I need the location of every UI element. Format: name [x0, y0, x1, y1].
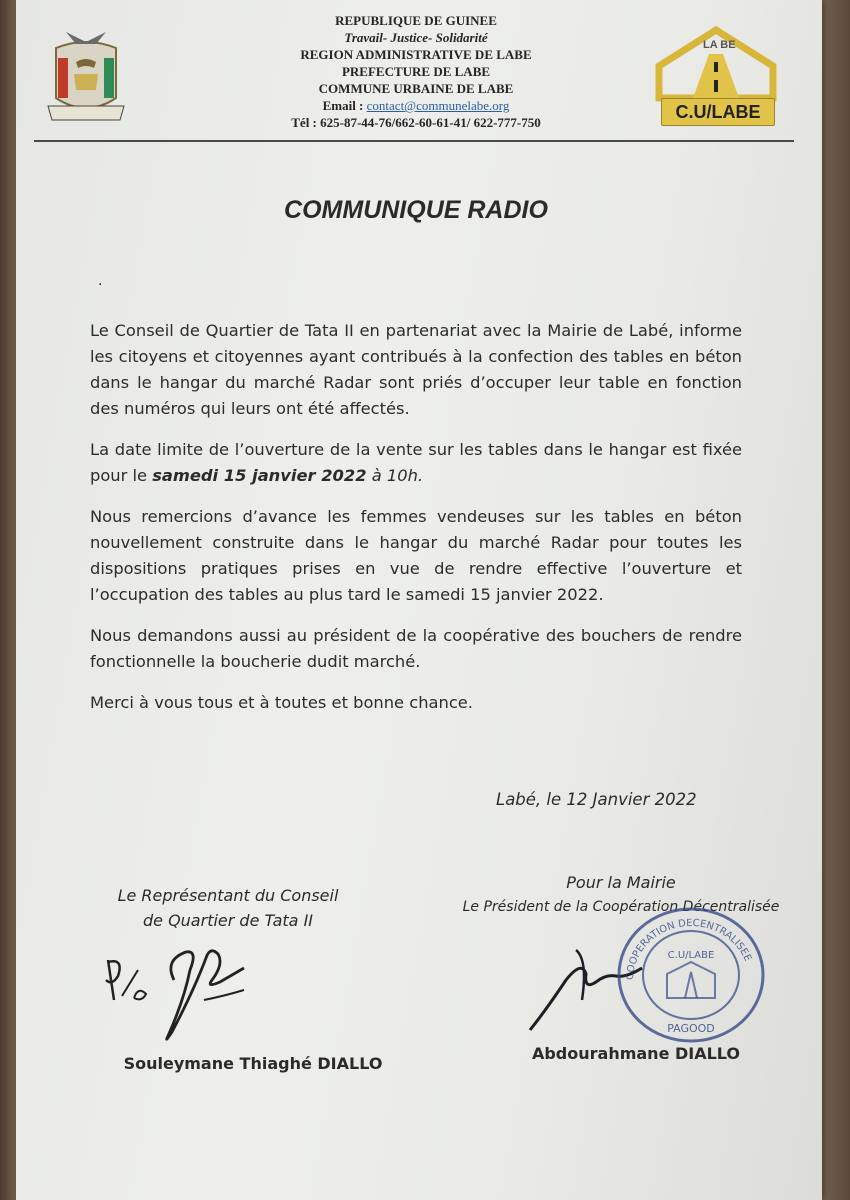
stamp-text-top: COOPERATION DECENTRALISEE — [624, 917, 754, 981]
place-date: Labé, le 12 Janvier 2022 — [496, 790, 697, 809]
letterhead-country: REPUBLIQUE DE GUINEE — [335, 13, 497, 28]
right-title-line2: Le Président de la Coopération Décentralisée — [462, 899, 780, 915]
paragraph-5: Merci à vous tous et à toutes et bonne chance. — [90, 693, 473, 712]
paragraph-3: Nous remercions d’avance les femmes vendeuses sur les tables en béton nouvellement construite dans le hangar du marché Radar pour toutes les dispositions pratiques prises en vue de rendre effective l’ouverture et l’occupation des tables au plus tard le samedi 15 janvier 2022. — [90, 507, 742, 604]
left-signatory-title — [78, 883, 378, 933]
right-signatory-name: Abdourahmane DIALLO — [531, 1044, 741, 1063]
left-title-line2: de Quartier de Tata II — [142, 911, 313, 930]
page-title: COMMUNIQUE RADIO — [284, 196, 548, 224]
paragraph-2-text: La date limite de l’ouverture de la vente sur les tables dans le hangar est fixée pour le — [90, 440, 742, 485]
cu-labe-logo-icon — [651, 26, 781, 126]
deadline-date: samedi 15 janvier 2022 — [152, 466, 367, 485]
logo-top-text: LA BE — [703, 39, 736, 51]
left-signatory-name: Souleymane Thiaghé DIALLO — [123, 1054, 383, 1073]
left-signature-icon — [94, 940, 264, 1050]
letterhead-email-line — [186, 97, 646, 114]
stamp-text-mid: C.U/LABE — [667, 950, 715, 961]
deadline-time: à 10h. — [366, 466, 424, 485]
letterhead-region: REGION ADMINISTRATIVE DE LABE — [300, 47, 532, 62]
email-label: Email : — [322, 98, 364, 113]
email-link[interactable]: contact@communelabe.org — [366, 98, 510, 113]
paragraph-4: Nous demandons aussi au président de la coopérative des bouchers de rendre fonctionnelle la boucherie dudit marché. — [90, 626, 742, 671]
stray-dot: . — [98, 272, 103, 289]
header-divider — [34, 140, 794, 142]
letterhead — [186, 12, 646, 131]
logo-badge: C.U/LABE — [661, 98, 775, 126]
letterhead-motto: Travail- Justice- Solidarité — [344, 30, 488, 45]
letterhead-phone: Tél : 625-87-44-76/662-60-61-41/ 622-777-750 — [291, 115, 541, 130]
guinea-coat-of-arms-icon — [36, 28, 136, 132]
letterhead-prefecture: PREFECTURE DE LABE — [341, 64, 491, 79]
right-title-line1: Pour la Mairie — [566, 873, 676, 892]
document-page — [16, 0, 822, 1200]
stamp-text-bottom: PAGOOD — [667, 1022, 715, 1035]
paragraph-2 — [90, 437, 742, 489]
left-title-line1: Le Représentant du Conseil — [117, 886, 339, 905]
communique-body — [90, 318, 742, 731]
letterhead-commune: COMMUNE URBAINE DE LABE — [318, 81, 514, 96]
paragraph-1: Le Conseil de Quartier de Tata II en partenariat avec la Mairie de Labé, informe les citoyens et citoyennes ayant contribués à la confection des tables en béton dans le hangar du marché Radar sont priés d’occuper leur table en fonction des numéros qui leurs ont été affectés. — [90, 321, 742, 418]
official-stamp-icon — [611, 900, 771, 1050]
